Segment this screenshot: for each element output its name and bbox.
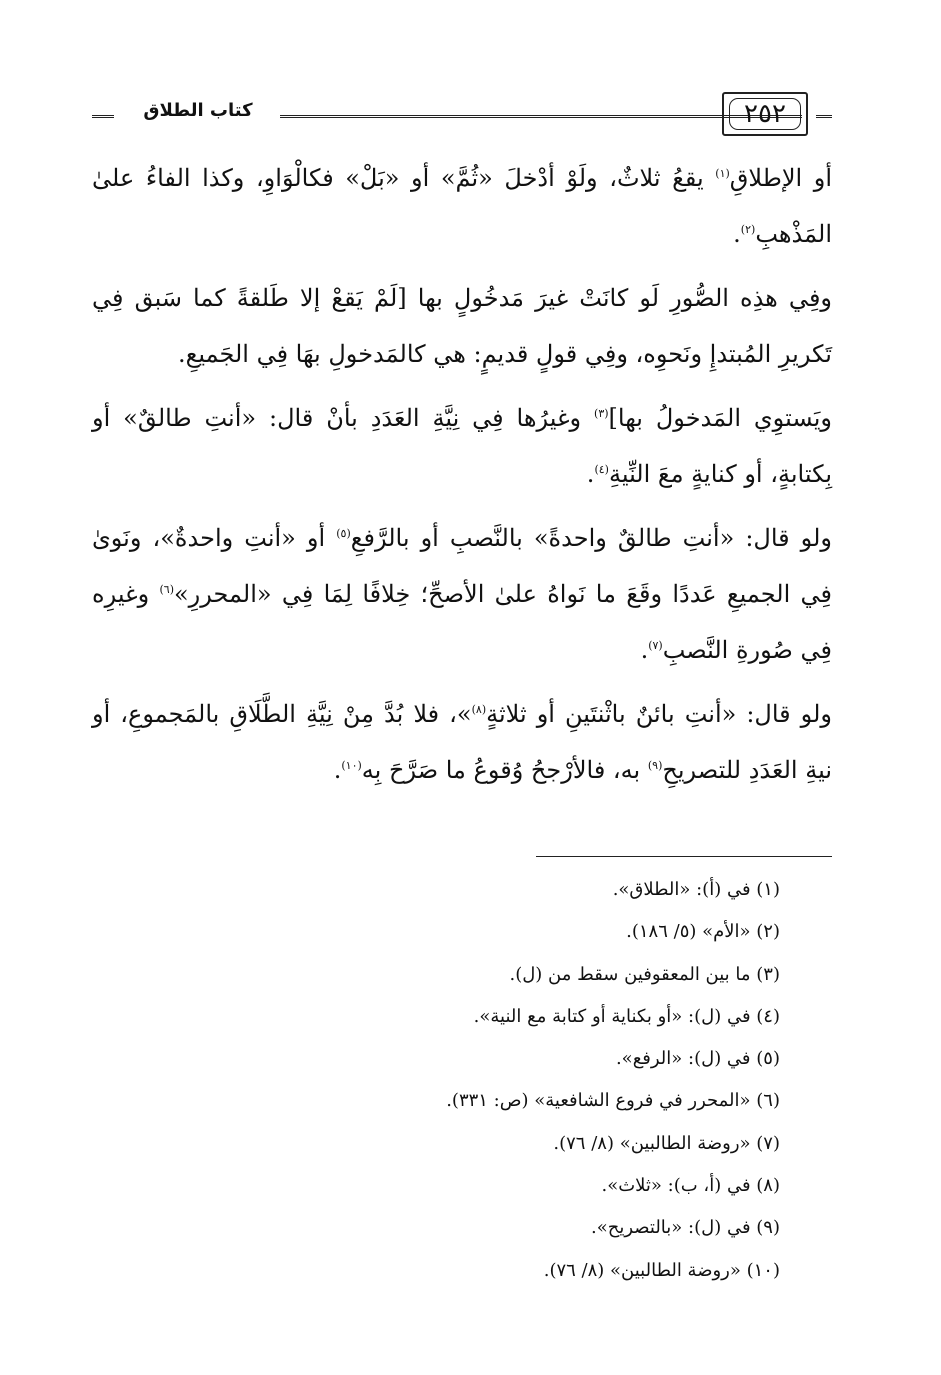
paragraph-text: ويَستوِي المَدخولُ بها]	[608, 404, 832, 432]
footnote-item: (١٠) «روضة الطالبين» (٨/ ٧٦).	[543, 1259, 780, 1281]
footnote-marker: (٧)	[648, 639, 663, 652]
paragraph-text: وفِي هذِه الصُّورِ لَو كانَتْ غيرَ مَدخُولٍ بها [لَمْ يَقعْ إلا طَلقةً كما سَبق فِي تَكريرِ المُبتدإِ ونَحوِه، وفِي قولٍ قديمٍ: هي كالمَدخولِ بهَا فِي الجَميعِ.	[92, 284, 833, 368]
footnote-list	[92, 869, 832, 1292]
main-text	[92, 150, 832, 798]
paragraph-text: »، فلا بُدَّ مِنْ نِيَّةِ الطَّلَاقِ بالمَجموعِ، أو نيةِ العَدَدِ للتصريحِ	[92, 700, 832, 784]
paragraph-text: أو الإطلاقِ	[729, 164, 832, 192]
body-paragraph	[92, 150, 832, 262]
footnote-marker: (٩)	[647, 759, 663, 772]
footnote-item: (١) في (أ): «الطلاق».	[612, 879, 780, 900]
footnote-marker: (٥)	[336, 527, 351, 540]
paragraph-text: وغيرُها فِي نِيَّةِ العَدَدِ بأنْ قال: «أنتِ طالقٌ» أو بِكتابةٍ، أو كنايةٍ معَ النِّيةِ	[92, 404, 832, 488]
page-number-frame	[722, 92, 808, 136]
footnote-marker: (٤)	[594, 463, 609, 476]
body-paragraph	[92, 270, 832, 382]
paragraph-text: .	[733, 220, 741, 248]
footnote-marker: (١)	[715, 167, 730, 180]
paragraph-text: يقعُ ثلاثٌ، ولَوْ أدْخلَ «ثُمَّ» أو «بَلْ» فكالْوَاوِ، وكذا الفاءُ علىٰ المَذْهبِ	[92, 164, 832, 248]
body-paragraph	[92, 686, 832, 798]
header-rule-left	[92, 115, 114, 118]
footnote-marker: (٦)	[159, 583, 174, 596]
footnote-item: (٢) «الأم» (٥/ ١٨٦).	[626, 921, 780, 943]
footnote-item: (٧) «روضة الطالبين» (٨/ ٧٦).	[553, 1132, 780, 1154]
footnote-marker: (٢)	[740, 223, 756, 236]
footnote-marker: (٨)	[471, 703, 487, 716]
footnote-item: (٣) ما بين المعقوفين سقط من (ل).	[509, 963, 780, 985]
footnote-item: (٩) في (ل): «بالتصريح».	[590, 1217, 780, 1239]
paragraph-text: .	[586, 460, 595, 488]
header-rule-right	[816, 115, 832, 118]
footnote-item: (٥) في (ل): «الرفع».	[615, 1048, 780, 1070]
footnote-item: (٤) في (ل): «أو بكناية أو كتابة مع النية».	[473, 1005, 780, 1027]
footnote-item: (٨) في (أ، ب): «ثلاث».	[601, 1175, 780, 1197]
paragraph-text: به، فالأرْجحُ وُقوعُ ما صَرَّحَ بِه	[361, 756, 648, 784]
paragraph-text: أو «أنتِ واحدةٌ»، ونَوىٰ فِي الجميعِ عَددًا وقَعَ ما نَواهُ علىٰ الأصحِّ؛ خِلافًا لِمَا فِي «المحررِ»	[92, 524, 833, 608]
footnote-separator	[536, 856, 832, 857]
paragraph-text: وغيرِه فِي صُورةِ النَّصبِ	[92, 580, 832, 664]
paragraph-text: ولو قال: «أنتِ طالقٌ واحدةً» بالنَّصبِ أو بالرَّفعِ	[350, 524, 832, 552]
body-paragraph	[92, 510, 832, 678]
paragraph-text: .	[640, 636, 649, 664]
footnotes	[92, 856, 832, 1292]
footnote-marker: (١٠)	[341, 759, 362, 772]
chapter-title: كتاب الطلاق	[143, 100, 253, 121]
body-paragraph	[92, 390, 832, 502]
paragraph-text: .	[333, 756, 342, 784]
page-number: ٢٥٢	[729, 98, 801, 130]
footnote-marker: (٣)	[594, 407, 609, 420]
footnote-item: (٦) «المحرر في فروع الشافعية» (ص: ٣٣١).	[446, 1090, 780, 1112]
paragraph-text: ولو قال: «أنتِ بائنٌ باثْنتَينِ أو ثلاثةٍ	[486, 700, 832, 728]
page-header	[92, 88, 832, 150]
